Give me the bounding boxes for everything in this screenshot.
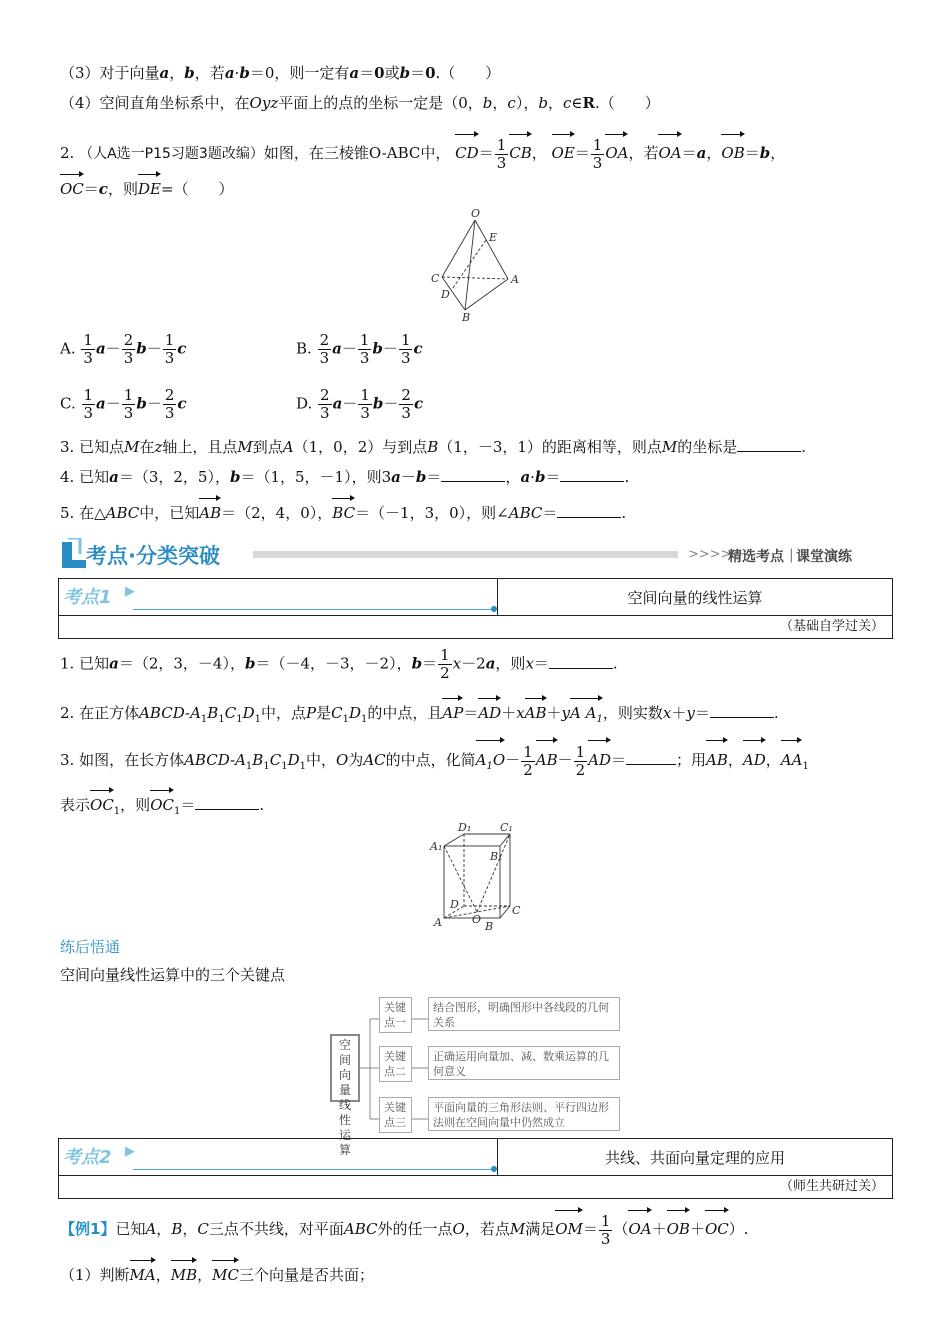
kd1-q3-cont: 表示$OC_1$，则$OC_1=$ . xyxy=(60,788,264,823)
label-o: O xyxy=(472,913,482,926)
label-a1: A₁ xyxy=(430,840,443,853)
kd1-q2: 2. 在正方体ABCD-$A_1B_1C_1D_1$中，点P是$C_1D_1$的中点，且AP＝AD＋xAB＋yA $A_1$，则实数x＋y＝ . xyxy=(60,696,779,731)
kd2-box xyxy=(58,1138,893,1199)
label-c1: C₁ xyxy=(500,821,513,834)
mindmap-node-1-label: 关键点一 xyxy=(379,997,412,1033)
option-a: A. $\frac{1}{3}$ a－ $\frac{2}{3}$ b－ $\frac{1}{3}$ c xyxy=(60,331,187,367)
label-c: C xyxy=(512,904,521,917)
mindmap-root: 空间向量线性运算 xyxy=(330,1034,360,1102)
kd2-label: 考点2 xyxy=(63,1147,112,1168)
section-right-a: 精选考点 xyxy=(728,549,784,565)
mindmap-node-2-label: 关键点二 xyxy=(379,1046,412,1082)
option-c: C. $\frac{1}{3}$ a－ $\frac{1}{3}$ b－ $\frac{2}{3}$ c xyxy=(60,386,187,422)
mindmap-node-2-text: 正确运用向量加、减、数乘运算的几何意义 xyxy=(428,1046,620,1080)
label-b: B xyxy=(485,920,494,933)
kd1-q1: 1. 已知a＝（2，3，－4），b＝（－4，－3，－2），b＝ $\frac{1}{2}$ x－2a，则x＝ . xyxy=(60,646,618,682)
practice-q5: 5. 在△ABC中，已知AB＝（2，4，0），BC＝（－1，3，0），则∠ABC＝ . xyxy=(60,496,626,524)
tetrahedron-figure xyxy=(420,205,530,325)
label-d1: D₁ xyxy=(458,821,472,834)
label-c: C xyxy=(431,272,440,285)
option-b: B. $\frac{2}{3}$ a－ $\frac{1}{3}$ b－ $\frac{1}{3}$ c xyxy=(296,331,423,367)
kd2-title: 共线、共面向量定理的应用 xyxy=(497,1139,892,1175)
kd2-item1: （1）判断MA，MB，MC三个向量是否共面； xyxy=(60,1258,374,1286)
label-a: A xyxy=(511,273,519,286)
kd2-arrow-icon: ▶ xyxy=(125,1144,135,1159)
after-title: 练后悟通 xyxy=(60,938,121,956)
option-d: D. $\frac{2}{3}$ a－ $\frac{1}{3}$ b－ $\frac{2}{3}$ c xyxy=(296,386,424,422)
label-a: A xyxy=(434,916,442,929)
practice-q3: 3. 已知点M在z轴上，且点M到点A（1，0，2）与到点B（1，－3，1）的距离相等，则点M的坐标是 . xyxy=(60,438,807,456)
practice-q2-cont: OC＝c，则DE=（ ） xyxy=(60,172,234,200)
label-o: O xyxy=(471,207,481,220)
section-divider: | xyxy=(789,547,794,563)
mindmap-node-3-text: 平面向量的三角形法则、平行四边形法则在空间向量中仍然成立 xyxy=(428,1097,620,1131)
kd1-label: 考点1 xyxy=(63,587,112,608)
practice-q4: 4. 已知a＝（3，2，5），b＝（1，5，－1），则3a－b＝ ，a·b＝ . xyxy=(60,468,630,486)
kd1-q3: 3. 如图，在长方体ABCD-$A_1B_1C_1D_1$中，O为AC的中点，化简$A_1O-$ $\frac{1}{2}$ AB－ $\frac{1}{2}$ AD＝ ；用AB，AD，$AA_1$ xyxy=(60,738,809,783)
section-arrows: >>>> xyxy=(688,547,732,562)
label-b1: B₁ xyxy=(490,850,503,863)
after-subtitle: 空间向量线性运算中的三个关键点 xyxy=(60,966,286,984)
prev-item-3: （3）对于向量a，b，若a·b＝0，则一定有a＝0或b＝0.（ ） xyxy=(60,64,501,82)
kd1-arrow-icon: ▶ xyxy=(125,584,135,599)
example-tag: 【例1】 xyxy=(60,1220,116,1238)
kd1-sub: （基础自学过关） xyxy=(59,615,892,638)
section-title: 考点·分类突破 xyxy=(86,544,220,568)
mindmap-node-3-label: 关键点三 xyxy=(379,1097,412,1133)
kd2-sub: （师生共研过关） xyxy=(59,1175,892,1198)
label-d: D xyxy=(450,898,459,911)
section-right-b: 课堂演练 xyxy=(796,549,852,565)
cuboid-figure xyxy=(428,820,528,935)
section-header xyxy=(58,538,893,572)
label-b: B xyxy=(462,311,471,324)
prev-item-4: （4）空间直角坐标系中，在Oyz平面上的点的坐标一定是（0，b，c），b，c∈R.（ ） xyxy=(60,94,660,112)
practice-q2: 2. （人A选一P15习题3题改编）如图，在三棱锥O-ABC中， CD＝ $\frac{1}{3}$ CB， OE＝ $\frac{1}{3}$ OA，若OA＝a，OB＝b， xyxy=(60,132,785,171)
mindmap-node-1-text: 结合图形，明确图形中各线段的几何关系 xyxy=(428,997,620,1031)
label-e: E xyxy=(489,231,498,244)
kd1-title: 空间向量的线性运算 xyxy=(497,579,892,615)
kd1-box xyxy=(58,578,893,639)
label-d: D xyxy=(441,288,450,301)
kd2-example: 【例1】已知A，B，C三点不共线，对平面ABC外的任一点O，若点M满足OM＝ $\frac{1}{3}$ （OA＋OB＋OC）. xyxy=(60,1208,749,1247)
